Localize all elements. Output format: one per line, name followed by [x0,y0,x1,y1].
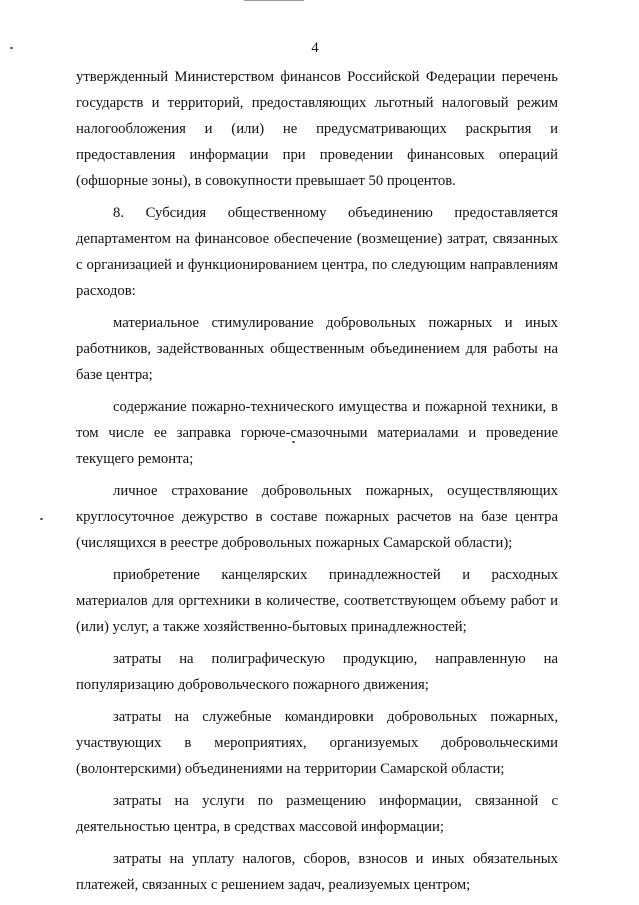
list-item: материальное стимулирование добровольных пожарных и иных работников, задействованных общественным объединением для работы на базе центра; [76,315,558,383]
list-item: личное страхование добровольных пожарных, осуществляющих круглосуточное дежурство в составе пожарных расчетов на базе центра (числящихся в реестре добровольных пожарных Самарской области); [76,483,558,551]
list-item: затраты на уплату налогов, сборов, взносов и иных обязательных платежей, связанных с решением задач, реализуемых центром; [76,851,558,893]
list-item: приобретение канцелярских принадлежностей и расходных материалов для оргтехники в количестве, соответствующем объему работ и (или) услуг, а также хозяйственно-бытовых принадлежностей; [76,567,558,635]
paragraph-item-8: 8. Субсидия общественному объединению предоставляется департаментом на финансовое обеспечение (возмещение) затрат, связанных с организацией и функционированием центра, по следующим направлениям расходов: [76,205,558,299]
paragraph-continuation: утвержденный Министерством финансов Российской Федерации перечень государств и территорий, предоставляющих льготный налоговый режим налогообложения и (или) не предусматривающих раскрытия и предоставления информации при проведении финансовых операций (офшорные зоны), в совокупности превышает 50 процентов. [76,69,558,189]
top-edge-mark [244,0,304,1]
scan-speck [10,47,13,49]
document-body [76,64,558,898]
list-item: затраты на служебные командировки добровольных пожарных, участвующих в мероприятиях, организуемых добровольческими (волонтерскими) объединениями на территории Самарской области; [76,709,558,777]
list-item: содержание пожарно-технического имущества и пожарной техники, в том числе ее заправка горюче-смазочными материалами и проведение текущего ремонта; [76,399,558,467]
scan-speck [40,518,43,520]
page-number: 4 [311,40,319,56]
list-item: затраты на услуги по размещению информации, связанной с деятельностью центра, в средствах массовой информации; [76,793,558,835]
list-item: затраты на полиграфическую продукцию, направленную на популяризацию добровольческого пожарного движения; [76,651,558,693]
